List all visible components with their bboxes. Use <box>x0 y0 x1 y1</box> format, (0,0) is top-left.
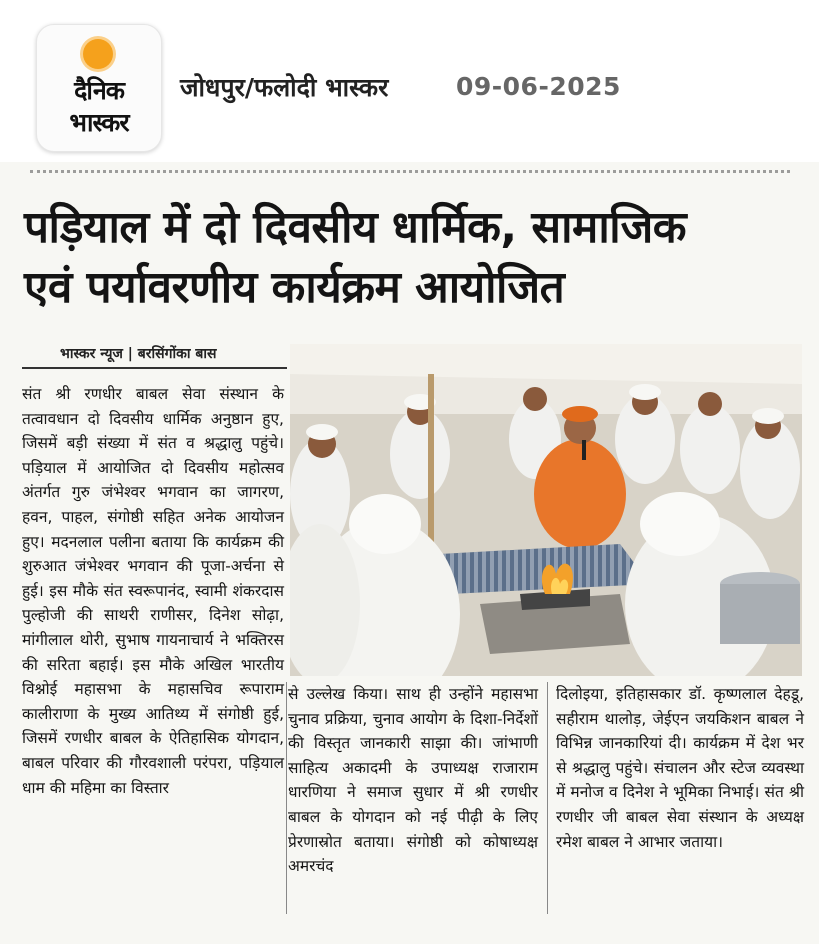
edition-name: जोधपुर/फलोदी भास्कर <box>180 73 389 102</box>
newspaper-clipping <box>0 162 819 944</box>
article-column-2: से उल्लेख किया। साथ ही उन्होंने महासभा चुनाव प्रक्रिया, चुनाव आयोग के दिशा-निर्देशों की विस्तृत जानकारी साझा की। जांभाणी साहित्य अकादमी के उपाध्यक्ष राजाराम धारणिया ने समाज सुधार में श्री रणधीर बाबल के योगदान को नई पीढ़ी के लिए प्रेरणास्रोत बताया। संगोष्ठी को कोषाध्यक्ष अमरचंद <box>288 685 538 876</box>
event-photo <box>290 344 802 676</box>
edition-date: 09-06-2025 <box>456 72 621 101</box>
headline-line2: एवं पर्यावरणीय कार्यक्रम आयोजित <box>24 262 565 313</box>
cut-edge <box>30 170 790 187</box>
article-headline <box>24 198 804 318</box>
app-header <box>0 0 819 160</box>
article-column-1: संत श्री रणधीर बाबल सेवा संस्थान के तत्वावधान दो दिवसीय धार्मिक अनुष्ठान हुए, जिसमें बड़ी संख्या में संत व श्रद्धालु पहुंचे। पड़ियाल में आयोजित दो दिवसीय महोत्सव अंतर्गत गुरु जंभेश्वर भगवान का जागरण, हवन, पाहल, संगोष्ठी सहित अनेक आयोजन हुए। मदनलाल पलीना बताया कि कार्यक्रम की शुरुआत जंभेश्वर भगवान की पूजा-अर्चना से हुई। इस मौके संत स्वरूपानंद, स्वामी शंकरदास पुल्होजी की साथरी राणीसर, दिनेश सोढ़ा, मांगीलाल थोरी, सुभाष गायनाचार्य ने भक्तिरस की सरिता बहाई। इस मौके अखिल भारतीय विश्नोई महासभा के महासचिव रूपाराम कालीराणा के मुख्य आतिथ्य में संगोष्ठी हुई, जिसमें रणधीर बाबल के ऐतिहासिक योगदान, बाबल परिवार की गौरवशाली परंपरा, पड़ियाल धाम की महिमा का विस्तार <box>22 385 284 797</box>
byline-rule <box>22 367 287 369</box>
article-byline: भास्कर न्यूज | बरसिंगोंका बास <box>60 346 217 362</box>
havan-ceremony-image <box>290 344 802 676</box>
column-divider <box>547 682 548 914</box>
dainik-bhaskar-logo[interactable] <box>36 24 162 152</box>
next-article-cutoff <box>20 922 800 944</box>
column-divider <box>286 682 287 914</box>
logo-text-line1: दैनिक <box>74 76 124 105</box>
logo-text-line2: भास्कर <box>69 108 129 137</box>
headline-line1: पड़ियाल में दो दिवसीय धार्मिक, सामाजिक <box>24 202 687 253</box>
sun-icon <box>83 39 113 69</box>
article-column-3: दिलोइया, इतिहासकार डॉ. कृष्णलाल देहडू, सहीराम थालोड़, जेईएन जयकिशन बाबल ने विभिन्न जानकारियां दी। कार्यक्रम में देश भर से श्रद्धालु पहुंचे। संचालन और स्टेज व्यवस्था में मनोज व दिनेश ने भूमिका निभाई। संत श्री रणधीर जी बाबल सेवा संस्थान के अध्यक्ष रमेश बाबल ने आभार जताया। <box>556 685 804 851</box>
